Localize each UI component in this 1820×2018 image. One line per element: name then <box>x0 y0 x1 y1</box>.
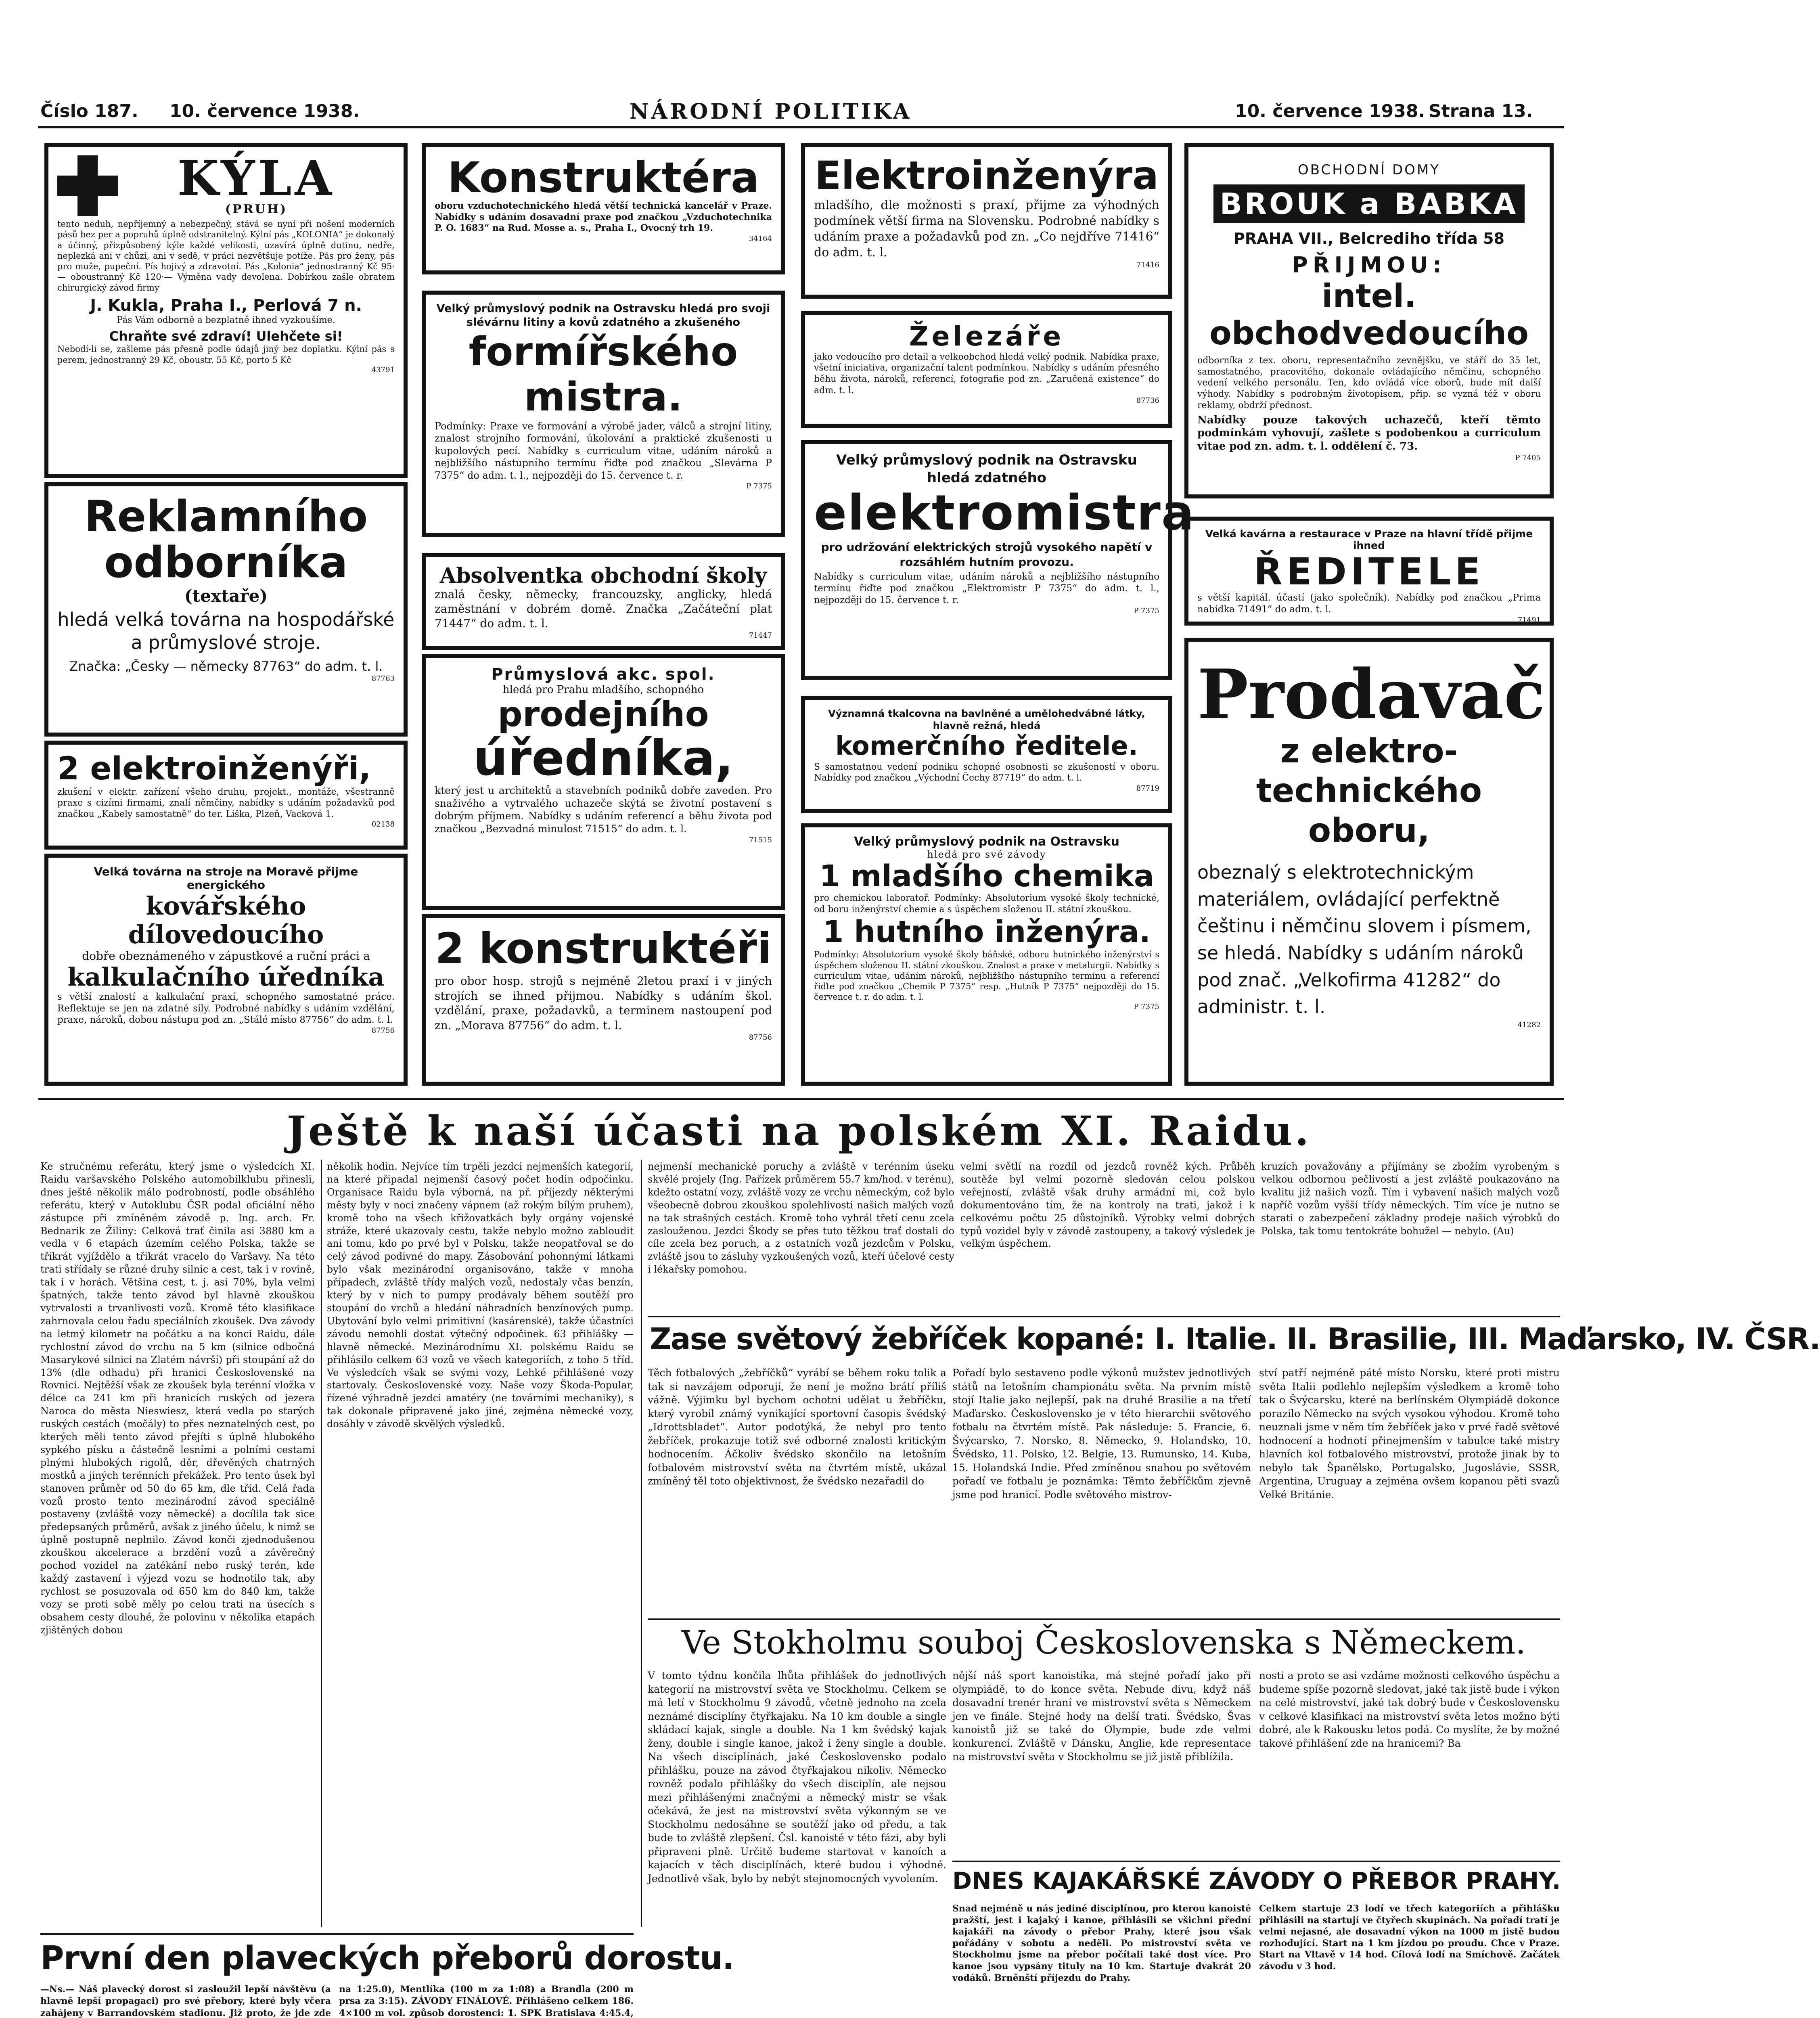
ad-elektroinzenyra <box>801 143 1172 299</box>
ad-kovarsky-code: 87756 <box>371 1026 395 1035</box>
ad-kyla-code: 43791 <box>371 365 395 374</box>
stockholm-col-3: nosti a proto se asi vzdáme možnosti celkového úspěchu a budeme spíše pozorně sledovat, jaké tak jistě bude i výkon na celé mistrovství, jaké tak dobrý bude v Československu v celkové klasifikaci na mistrovství světa letos možno býti dobré, ale k Rakousku letos podá. Co myslíte, že by možné takové přihlášení zde na hranicemi? Ba <box>1259 1670 1560 1749</box>
ad-zelezare-body: jako vedoucího pro detail a velkoobchod hledá velký podnik. Nabídka praxe, všetní iniciativa, organizační talent podmínkou. Nabídky s udáním přesného běhu života, nároků, referencí, fotografie pod zn. „Zaručená existence“ do adm. t. l. <box>814 352 1159 396</box>
ad-absolventka-body: znalá česky, německy, francouzsky, anglicky, hledá zaměstnání v dobrém domě. Značka „Začáteční plat 71447“ do adm. t. l. <box>435 588 772 630</box>
ad-prodavac-sub3: oboru, <box>1308 811 1430 850</box>
ad-zelezare-code: 87736 <box>1136 396 1159 405</box>
stockholm-col-1: V tomto týdnu končila lhůta přihlášek do jednotlivých kategorií na mistrovství světa ve Stockholmu. Celkem se má letí v Stockholmu 9 závodů, včetně jednoho na zcela neznámé disciplíny čtyřkajaku. Na 10 km double a single skládací kajak, single a double. Na 1 km švédský kajak ženy, double i single kanoe, jakož i ženy single a double. Na všech disciplínách, jaké Československo podalo přihlášku, pouze na závod čtyřkajakou nikoliv. Německo rovněž podalo přihlášky do všech disciplín, ale nejsou mezi přihlášenými značnými a německý mistr se však očekává, že jest na mistrovství světa výkonným se ve Stockholmu nedosáhne se soutěží jako od předu, a tak bude to zvláště zlepšení. Čsl. kanoisté v této fázi, aby byli připraveni plně. Určitě budeme startovat v kanoích a kajacích v těch disciplínách, které budou i výhodné. Jednotlivě však, bylo by nebýt stejnomocných vyvolením. <box>648 1670 946 1884</box>
ad-formirsky-intro: Velký průmyslový podnik na Ostravsku hledá pro svoji slévárnu litiny a kovů zdatného a zkušeného <box>436 302 770 329</box>
ad-kyla-body: tento neduh, nepříjemný a nebezpečný, stává se nyní při nošení moderních pásů bez per a popruhů úplně odstranitelný. Kýlní pás „KOLONIA“ je dokonalý a účinný, přizpůsobený kýle každé velikosti, uzavírá úplně dutinu, nedře, neplezká ani v chůzi, ani v sedě, v práci nezvětšuje potíže. Pás pro ženy, pás pro muže, pupeční. Pís hojivý a zdravotní. Pás „Kolonia“ jednostranný Kč 95·— oboustranný Kč 120·— Výměna vady devolena. Dobírkou zašle obratem chirurgický závod firmy <box>57 219 395 293</box>
section-rule <box>648 1618 1560 1620</box>
header-rule <box>38 126 1564 128</box>
ad-prodavac-body: obeznalý s elektrotechnickým materiálem, ovládající perfektně češtinu i němčinu slovem i písmem, se hledá. Nabídky s udáním nároků pod znač. „Velkofirma 41282“ do administr. t. l. <box>1197 861 1531 1018</box>
col-separator <box>321 1160 322 1927</box>
ad-elektromistra-title: elektromistra <box>814 485 1195 542</box>
ad-chemik-title1: 1 mladšího chemika <box>819 859 1154 894</box>
ad-chemik-code: P 7375 <box>1134 1002 1159 1011</box>
ad-zelezare-title: Železáře <box>909 321 1065 352</box>
zebricek-col-2: Pořadí bylo sestaveno podle výkonů mužstev jednotlivých států na letošním championátu světa. Na prvním místě stojí Italie jako nejlepší, pak na druhé Brasilie a na třetí Maďarsko. Československo je v této hierarchii světového fotbalu na čtvrtém místě. Pak následuje: 5. Francie, 6. Švýcarsko, 7. Norsko, 8. Německo, 9. Holandsko, 10. Švédsko, 11. Polsko, 12. Belgie, 13. Rumunsko, 14. Kuba, 15. Holandská Indie. Před zmíněnou snahou po světovém pořadí ve fotbalu je poznámka: Těmto žebříčkům zjevně jsme pod hranicí. Podle světového mistrov- <box>952 1367 1251 1501</box>
ad-komercni-title: komerčního ředitele. <box>835 731 1138 761</box>
ad-kovarsky-intro: Velká továrna na stroje na Moravě přijme energického <box>94 865 358 892</box>
ad-formirsky <box>422 291 785 537</box>
ad-brouk-babka <box>1184 143 1554 498</box>
ad-brouk-logo: BROUK a BABKA <box>1213 184 1525 223</box>
section-rule <box>952 1861 1560 1862</box>
ad-prumyslova <box>422 654 785 910</box>
ad-brouk-title: intel. obchodvedoucího <box>1209 277 1529 352</box>
ad-chemik-body2: Podmínky: Absolutorium vysoké školy báňské, odboru hutnického inženýrství s úspěchem složenou II. státní zkouškou. Znalost a praxe v metalurgii. Nabídky s curriculum vitae, udáním nároků, nejbližšího nástupního termínu a referencí řiďte pod značkou „Chemik P 7375“ resp. „Hutník P 7375“ nejpozději do 15. července t. r. do adm. t. l. <box>814 950 1159 1002</box>
ad-elektromistra <box>801 440 1195 680</box>
ads-bottom-rule <box>38 1098 1564 1100</box>
ad-chemik-intro: Velký průmyslový podnik na Ostravsku <box>854 835 1119 849</box>
ad-prumyslova-title1: prodejního <box>498 694 709 735</box>
ad-zelezare <box>801 311 1172 428</box>
ad-reklamni-title1: Reklamního <box>84 492 368 541</box>
ad-reklamni <box>44 482 408 737</box>
ad-kovarsky-mid: dobře obeznámeného v zápustkové a ruční práci a <box>82 949 370 963</box>
ad-elektroinzenyra-body: mladšího, dle možnosti s praxí, přijme za výhodných podmínek větší firma na Slovensku. Podrobné nabídky s udáním praxe a požadavků pod zn. „Co nejdříve 71416“ do adm. t. l. <box>814 198 1159 260</box>
ad-reditele-intro: Velká kavárna a restaurace v Praze na hlavní třídě přijme ihned <box>1205 528 1533 551</box>
ad-komercni <box>801 696 1172 813</box>
page-number: Strana 13. <box>1429 101 1533 121</box>
zebricek-col-3: ství patří nejméně páté místo Norsku, které proti mistru světa Italii podlehlo nejlepším výsledkem a kromě toho tak o Švýcarsku, které na berlínském Olympiádě dokonce porazilo Německo na svých vysokou výhodou. Kromě toho neuznali jsme v něm tím žebříček jako v prvé řadě světové hodnocení a hodnotí přinejmenším v tabulce také mistry hlavních kol fotbalového mistrovství, protože jinak by to nebylo tak Španělsko, Portugalsko, Jugoslávie, SSSR, Argentina, Uruguay a zejména ovšem kopanou pěti svazů Velké Británie. <box>1259 1367 1560 1501</box>
ad-formirsky-title2: mistra. <box>524 374 683 421</box>
ad-reditele-body: s větší kapitál. účastí (jako společník). Nabídky pod značkou „Prima nabídka 71491“ do adm. t. l. <box>1197 592 1541 615</box>
ad-konstrukter-code: 34164 <box>749 234 772 243</box>
issue-number: Číslo 187. <box>40 101 138 121</box>
ad-elektromistra-sub: pro udržování elektrických strojů vysokého napětí v rozsáhlém hutním provozu. <box>821 540 1153 569</box>
ad-kovarsky <box>44 854 408 1086</box>
ad-konstrukteri-title: 2 konstruktéři <box>435 924 772 973</box>
stockholm-col-2: nější náš sport kanoistika, má stejné pořadí jako při olympiádě, to do konce světa. Nebude divu, když náš dosavadní trenér hraní ve mistrovství světa s Německem jen ve finále. Stejné hody na delší trati. Švédsko, Švas kanoistů již se také do Olympie, bude zde velmi konkurencí. Zvláště v Dánsku, Anglie, kde representace na mistrovství světa v Stockholmu se již jistě přiblížila. <box>952 1670 1251 1763</box>
ad-konstrukteri-body: pro obor hosp. strojů s nejméně 2letou praxí i v jiných strojích se ihned přijmou. Nabídky s udáním škol. vzdělání, praxe, požadavků, a terminem nastoupení pod zn. „Morava 87756“ do adm. t. l. <box>435 974 772 1032</box>
ad-brouk-prijmou: PŘIJMOU: <box>1292 252 1446 278</box>
section-rule <box>40 1933 634 1935</box>
kajak-headline: DNES KAJAKÁŘSKÉ ZÁVODY O PŘEBOR PRAHY. <box>952 1867 1561 1894</box>
raid-col-5: kruzích považovány a přijímány se zbožím vyrobeným s velkou odbornou pečlivostí a jest zvláště poukazováno na kvalitu již našich vozů. Tím i vybavení našich malých vozů napříč vozům vyšší třídy německých. Tím více je nutno se starati o zabezpečení základny prodeje našich výrobků do Polska, tak tomu tentokráte bohužel — nebylo. (Au) <box>1261 1161 1560 1237</box>
ad-prumyslova-body: který jest u architektů a stavebních podniků dobře zaveden. Pro snaživého a vytrvalého uchazeče skýtá se životní postavení s dobrým příjmem. Nabídky s udáním referencí a běhu života pod značkou „Bezvadná minulost 71515“ do adm. t. l. <box>435 784 772 835</box>
ad-konstrukteri-code: 87756 <box>749 1033 772 1042</box>
ad-konstrukter-title: Konstruktéra <box>447 153 759 202</box>
ad-reditele-title: ŘEDITELE <box>1253 550 1485 593</box>
ad-formirsky-body: Podmínky: Praxe ve formování a výrobě jader, válců a strojní litiny, znalost strojního formování, úkolování a praktické zkušenosti u kupolových pecí. Nabídky s curriculum vitae, udáním nároků a nejbližšího nástupního termínu řiďte pod značkou „Slevárna P 7375“ do adm. t. l., nejpozději do 15. července t. r. <box>435 420 772 481</box>
zebricek-col-1: Těch fotbalových „žebříčků“ vyrábí se během roku tolik a tak si navzájem odporují, že není je možno brátí příliš vážně. Výjimku byl bychom ochotni udělat u žebříčku, který vyrobil známý vynikající sportovní časopis švédský „Idrottsbladet“. Autor podotýká, že nebyl pro tento žebříček, prokazuje totiž své odborné znalosti kritickým hodnocením. Áčkoliv švédsko skončilo na letošním fotbalovém mistrovství světa na čtvrtém místě, ukázal zmíněný těl toto objektivnost, že švédsko nezařadil do <box>648 1367 946 1487</box>
ad-reditele <box>1184 517 1554 626</box>
header-date-right: 10. července 1938. <box>1235 101 1425 121</box>
ad-elektroinzenyri-body: zkušení v elektr. zařízení všeho druhu, projekt., montáže, všestranně praxe s cizími firmami, znalí němčiny, nabídky s udáním požadavků pod značkou „Kabely samostatně“ do ter. Liška, Plzeň, Vacková 1. <box>57 787 395 819</box>
ad-reditele-code: 71491 <box>1517 615 1541 624</box>
ad-kyla-note: Nebodí-li se, zašleme pás přesně podle údajů jiný bez doplatku. Kýlní pás s perem, jednostranný 29 Kč, oboustr. 55 Kč, porto 5 Kč <box>57 344 395 365</box>
kajak-col-1: Snad nejméně u nás jediné disciplínou, pro kterou kanoisté pražští, jest i kajaký i kanoe, přihlásili se všichni přední kajakáři na závody o přebor Prahy, které jsou však pořádány v sobotu a neděli. Po mistrovství světa ve Stockholmu jsme na přebor počítali také dost více. Pro kanoe jsou vypsány tituly na 10 km. Startuje dvakrát 20 vodáků. Brněnští příjezdu do Prahy. <box>952 1903 1251 1983</box>
ad-komercni-code: 87719 <box>1136 784 1159 793</box>
plavci-col-1: —Ns.— Náš plavecký dorost si zasloužil lepší návštěvu (a hlavně lepší propagaci) pro své přebory, které byly včera zahájeny v Barrandovském stadionu. Již proto, že jde zde <box>40 1984 331 2018</box>
ad-chemik <box>801 823 1172 1086</box>
ad-formirsky-title1: formířského <box>469 329 738 375</box>
ad-prumyslova-code: 71515 <box>749 835 772 844</box>
ad-reklamni-sign: Značka: „Česky — německy 87763“ do adm. t. l. <box>69 658 383 674</box>
ad-prodavac-sub2: technického <box>1256 772 1482 810</box>
ad-reklamni-code: 87763 <box>371 674 395 683</box>
ad-prumyslova-title2: úředníka, <box>473 730 734 787</box>
ad-konstrukteri <box>422 914 785 1086</box>
red-cross-icon <box>57 155 118 216</box>
ad-elektroinzenyri-code: 02138 <box>371 820 395 829</box>
ad-kovarsky-title: kovářského dílovedoucího <box>128 891 324 950</box>
header-date-left: 10. července 1938. <box>169 101 360 121</box>
ad-brouk-body: odborníka z tex. oboru, representačního zevnějšku, ve stáří do 35 let, samostatného, pracovitého, dokonale ovládajícího němčinu, schopného vedení velkého personálu. Ten, kdo ovládá více oborů, bude mít další výhody. Nabídky s podrobným životopisem, přip. se vyzná též v oboru reklamy, obdrží přednost. <box>1197 356 1541 410</box>
ad-elektroinzenyra-title: Elektroinženýra <box>815 153 1159 198</box>
ad-kovarsky-body: s větší znalostí a kalkulační praxí, schopného samostatné práce. Reflektuje se jen na zdatné síly. Podrobné nabídky s udáním vzdělání, praxe, nároků, dobou nástupu pod zn. „Stálé místo 87756“ do adm. t. l. <box>57 991 395 1026</box>
ad-formirsky-code: P 7375 <box>746 482 772 491</box>
ad-kovarsky-title2: kalkulačního úředníka <box>67 962 385 992</box>
kajak-col-2: Celkem startuje 23 lodí ve třech kategoriích a přihlášku přihlásili na startují ve čtyřech skupinách. Na pořadí tratí je velmi nejasné, ale dosavadní výkon na 1000 m jistě budou rozhodující. Start na 1 km jízdou po proudu. Chce v Praze. Start na Vltavě v 14 hod. Cílová lodí na Smíchově. Začátek závodu v 3 hod. <box>1259 1903 1560 1972</box>
ad-absolventka-code: 71447 <box>749 631 772 640</box>
ad-brouk-note: Nabídky pouze takových uchazečů, kteří těmto podmínkám vyhovují, zašlete s podobenkou a curriculum vitae pod zn. adm. t. l. oddělení č. 73. <box>1197 414 1541 453</box>
ad-prodavac-code: 41282 <box>1517 1021 1541 1030</box>
plavci-col-2: na 1:25.0), Mentlíka (100 m za 1:08) a Brandla (200 m prsa za 3:15). ZÁVODY FINÁLOVÉ. Přihlášeno celkem 186. 4×100 m vol. způsob dorostenci: 1. SPK Bratislava 4:45.4, <box>339 1984 634 2018</box>
ad-prodavac-sub1: z elektro- <box>1280 732 1458 770</box>
ad-chemik-intro2: hledá pro své závody <box>927 849 1046 860</box>
ad-reklamni-body: hledá velká továrna na hospodářské a průmyslové stroje. <box>57 608 395 654</box>
ad-elektroinzenyri-title: 2 elektroinženýři, <box>57 751 371 787</box>
col-separator <box>641 1160 642 1927</box>
ad-kyla-firm-note: Pás Vám odborně a bezplatně ihned vyzkoušíme. <box>117 315 335 325</box>
ad-reklamni-paren: (textaře) <box>184 586 268 606</box>
ad-elektromistra-code: P 7375 <box>1134 607 1159 615</box>
ad-konstrukter <box>422 143 785 274</box>
ad-prodavac-title: Prodavač <box>1197 654 1545 734</box>
ad-elektromistra-body: Nabídky s curriculum vitae, udáním nároků a nejbližšího nástupního termínu řiďte pod značkou „Elektromistr P 7375“ do adm. t. l., nejpozději do 15. července t. r. <box>814 571 1159 606</box>
ad-kyla-slogan: Chraňte své zdraví! Ulehčete si! <box>109 329 343 344</box>
ad-absolventka-title: Absolventka obchodní školy <box>439 563 767 588</box>
ad-komercni-body: S samostatnou vedení podniku schopné osobnosti se zkušeností v oboru. Nabídky pod značkou „Východní Čechy 87719“ do adm. t. l. <box>814 762 1159 783</box>
raid-col-3: nejmenší mechanické poruchy a zvláště v terénním úseku skvělé projely (Ing. Pařízek průměrem 55.7 km/hod. v terénu), kdežto ostatní vozy, zvláště vozy ze vrchu německým, což bylo všeobecně dobrou zkouškou spolehlivosti našich malých vozů na tak strašných cestách. Kromě toho vyhrál třetí cenu zcela zaslouženou. Jezdci Škody se přes tuto těžkou trať dostali do cíle zcela bez poruch, a z ostatních vozů jezdcům v Polsku, zvláště jsou to zásluhy vyzkoušených vozů, kteří účelové cesty i lékařsky pomohou. <box>648 1161 954 1275</box>
stockholm-headline: Ve Stokholmu souboj Československa s Německem. <box>682 1624 1526 1661</box>
ad-prodavac <box>1184 638 1554 1086</box>
ad-kyla-firm: J. Kukla, Praha I., Perlová 7 n. <box>90 296 362 315</box>
ad-chemik-body1: pro chemickou laboratoř. Podmínky: Absolutorium vysoké školy technické, od boru inženýrství chemie a s úspěchem složenou II. státní zkouškou. <box>814 893 1159 915</box>
ad-prumyslova-intro: Průmyslová akc. spol. <box>491 665 715 684</box>
ad-elektroinzenyri <box>44 741 408 850</box>
ad-brouk-code: P 7405 <box>1515 453 1541 462</box>
raid-col-1: Ke stručnému referátu, který jsme o výsledcích XI. Raidu varšavského Polského automobilklubu přinesli, dnes ještě několik málo podrobností, podle obsáhlého referátu, který v Autoklubu ČSR podal oficiální něho zástupce při zmíněném závodě p. Ing. arch. Fr. Bednarik ze Žiliny: Celková trať činila asi 3880 km a vedla v 6 etapách územím celého Polska, takže se třikrát vyjíždělo a třikrát vracelo do Varšavy. Na této trati střídaly se různé druhy silnic a cest, tak i v rovině, tak i v horách. Většina cest, t. j. asi 70%, byla velmi špatných, takže tento závod byl hlavně zkouškou vytrvalosti a trvanlivosti vozů. Kromě této klasifikace zahrnovala celou řadu speciálních zkoušek. Dva závody na letmý kilometr na počátku a na konci Raidu, dále rychlostní závod do vrchu na 5 km (silnice odbočná Masarykové silnici na Zlatém návrší) při stoupání až do 13% (dle odhadu) při hranici Československé na Rovnici. Nejtěžší však ze zkoušek byla terénní vložka v délce ca 241 km při hranicích ruských od jezera Naroca do města Nieswiesz, která vedla po starých ruských cestách (močály) to přes neznatelných cest, po kterých měli tento závod přejíti s úplně hlubokého sypkého písku a částečně lesními a polními cestami plnými hlubokých rigolů, děr, dřevěných chatrných mostků a jiných terénních překážek. Pro tento úsek byl stanoven průměr od 50 do 65 km, dle tříd. Celá řada vozů prosto tento mezinárodní závod speciálně postaveny (zvláště vozy německé) a docílila tak sice předepsaných průměrů, avšak z jiného účelu, k nimž se úplně postupně neplnilo. Závod konči zjednodušenou zkouškou akcelerace a brzdění vozů a závěrečný pochod vozidel na zatékání nebo ruský terén, kde každý zastavení i výjezd vozu se hodnotilo tak, aby rychlost se posuzovala od 650 km do 840 km, takže vozy se proti sobě měly po celou trati na úsecích s obsahem cesty dlouhé, že polovinu v několika etapách zjištěných dobou <box>40 1161 315 1636</box>
ad-reklamni-title2: odborníka <box>104 538 348 588</box>
ad-kyla-title: KÝLA <box>177 150 335 206</box>
ad-komercni-intro: Významná tkalcovna na bavlněné a umělohedvábné látky, hlavně režná, hledá <box>828 708 1145 731</box>
ad-absolventka <box>422 553 785 650</box>
ad-elektroinzenyra-code: 71416 <box>1136 260 1159 269</box>
ad-brouk-label: OBCHODNÍ DOMY <box>1297 162 1441 178</box>
ad-elektromistra-intro: Velký průmyslový podnik na Ostravsku hledá zdatného <box>836 452 1137 486</box>
ad-brouk-address: PRAHA VII., Belcrediho třída 58 <box>1233 230 1505 247</box>
ad-kyla <box>44 143 408 478</box>
ad-chemik-title2: 1 hutního inženýra. <box>822 915 1151 950</box>
zebricek-headline: Zase světový žebříček kopané: I. Italie. II. Brasilie, III. Maďarsko, IV. ČSR. <box>650 1322 1820 1356</box>
ad-kyla-subtitle: (PRUH) <box>225 202 288 216</box>
plavci-headline: První den plaveckých přeborů dorostu. <box>40 1939 734 1977</box>
section-rule <box>648 1316 1560 1317</box>
raid-col-2: několik hodin. Nejvíce tím trpěli jezdci nejmenších kategorií, na které připadal nejmenší časový počet hodin odpočinku. Organisace Raidu byla výborná, na př. příjezdy některými městy byly v noci značeny vápnem (až rokým bílým pruhem), kromě toho na všech křižovatkách byly orgány vojenské stráže, které ukazovaly cestu, takže nebylo možno zabloudit ani tomu, kdo po prvé byl v Polsku, takže neopatřoval se do celý závod podivné do mapy. Zásobování pohonnými látkami bylo však mezinárodní organisováno, takže v mnoha případech, zvláště třídy malých vozů, nedostaly včas benzín, který by v nich to pumpy prodávaly během soutěží pro stoupání do vrchů a hledání náhradních benzínových pump. Ubytování bylo velmi primitivní (kasárenské), takže účastníci závodu nemohli dostat výtečný odpočinek. 63 přihlášky — hlavně německé. Mezinárodnímu XI. polskému Raidu se přihlásilo celkem 63 vozů ve všech kategoriích, z toho 5 tříd. Ve výsledcích však se svými vozy, Lehké přihlášené vozy startovaly. Československé vozy. Naše vozy Škoda-Popular, řízené výhradně jezdci amatéry (ne továrními mechaniky), s tak dokonale připravené jako jiné, zejména německé vozy, dosáhly v závodě skvělých výsledků. <box>327 1161 634 1430</box>
ad-prumyslova-sub: hledá pro Prahu mladšího, schopného <box>502 684 704 696</box>
raid-headline: Ještě k naší účasti na polském XI. Raidu. <box>287 1107 1312 1155</box>
newspaper-title: NÁRODNÍ POLITIKA <box>630 99 912 124</box>
raid-col-4: velmi světlí na rozdíl od jezdců rovněž kých. Průběh soutěže byl velmi pozorně sledován celou polskou veřejností, zvláště však druhy armádní mi, což bylo dokumentováno tím, že na kontroly na trati, jakož i k celkovému počtu 25 důstojníků. Výrobky velmi dobrých typů vozidel byly v závodě zastoupeny, a takový výsledek je velkým úspěchem. <box>960 1161 1255 1250</box>
ad-konstrukter-body: oboru vzduchotechnického hledá větší technická kancelář v Praze. Nabídky s udáním dosavadní praxe pod značkou „Vzduchotechnika P. O. 1683“ na Rud. Mosse a. s., Praha I., Ovocný trh 19. <box>435 201 772 234</box>
